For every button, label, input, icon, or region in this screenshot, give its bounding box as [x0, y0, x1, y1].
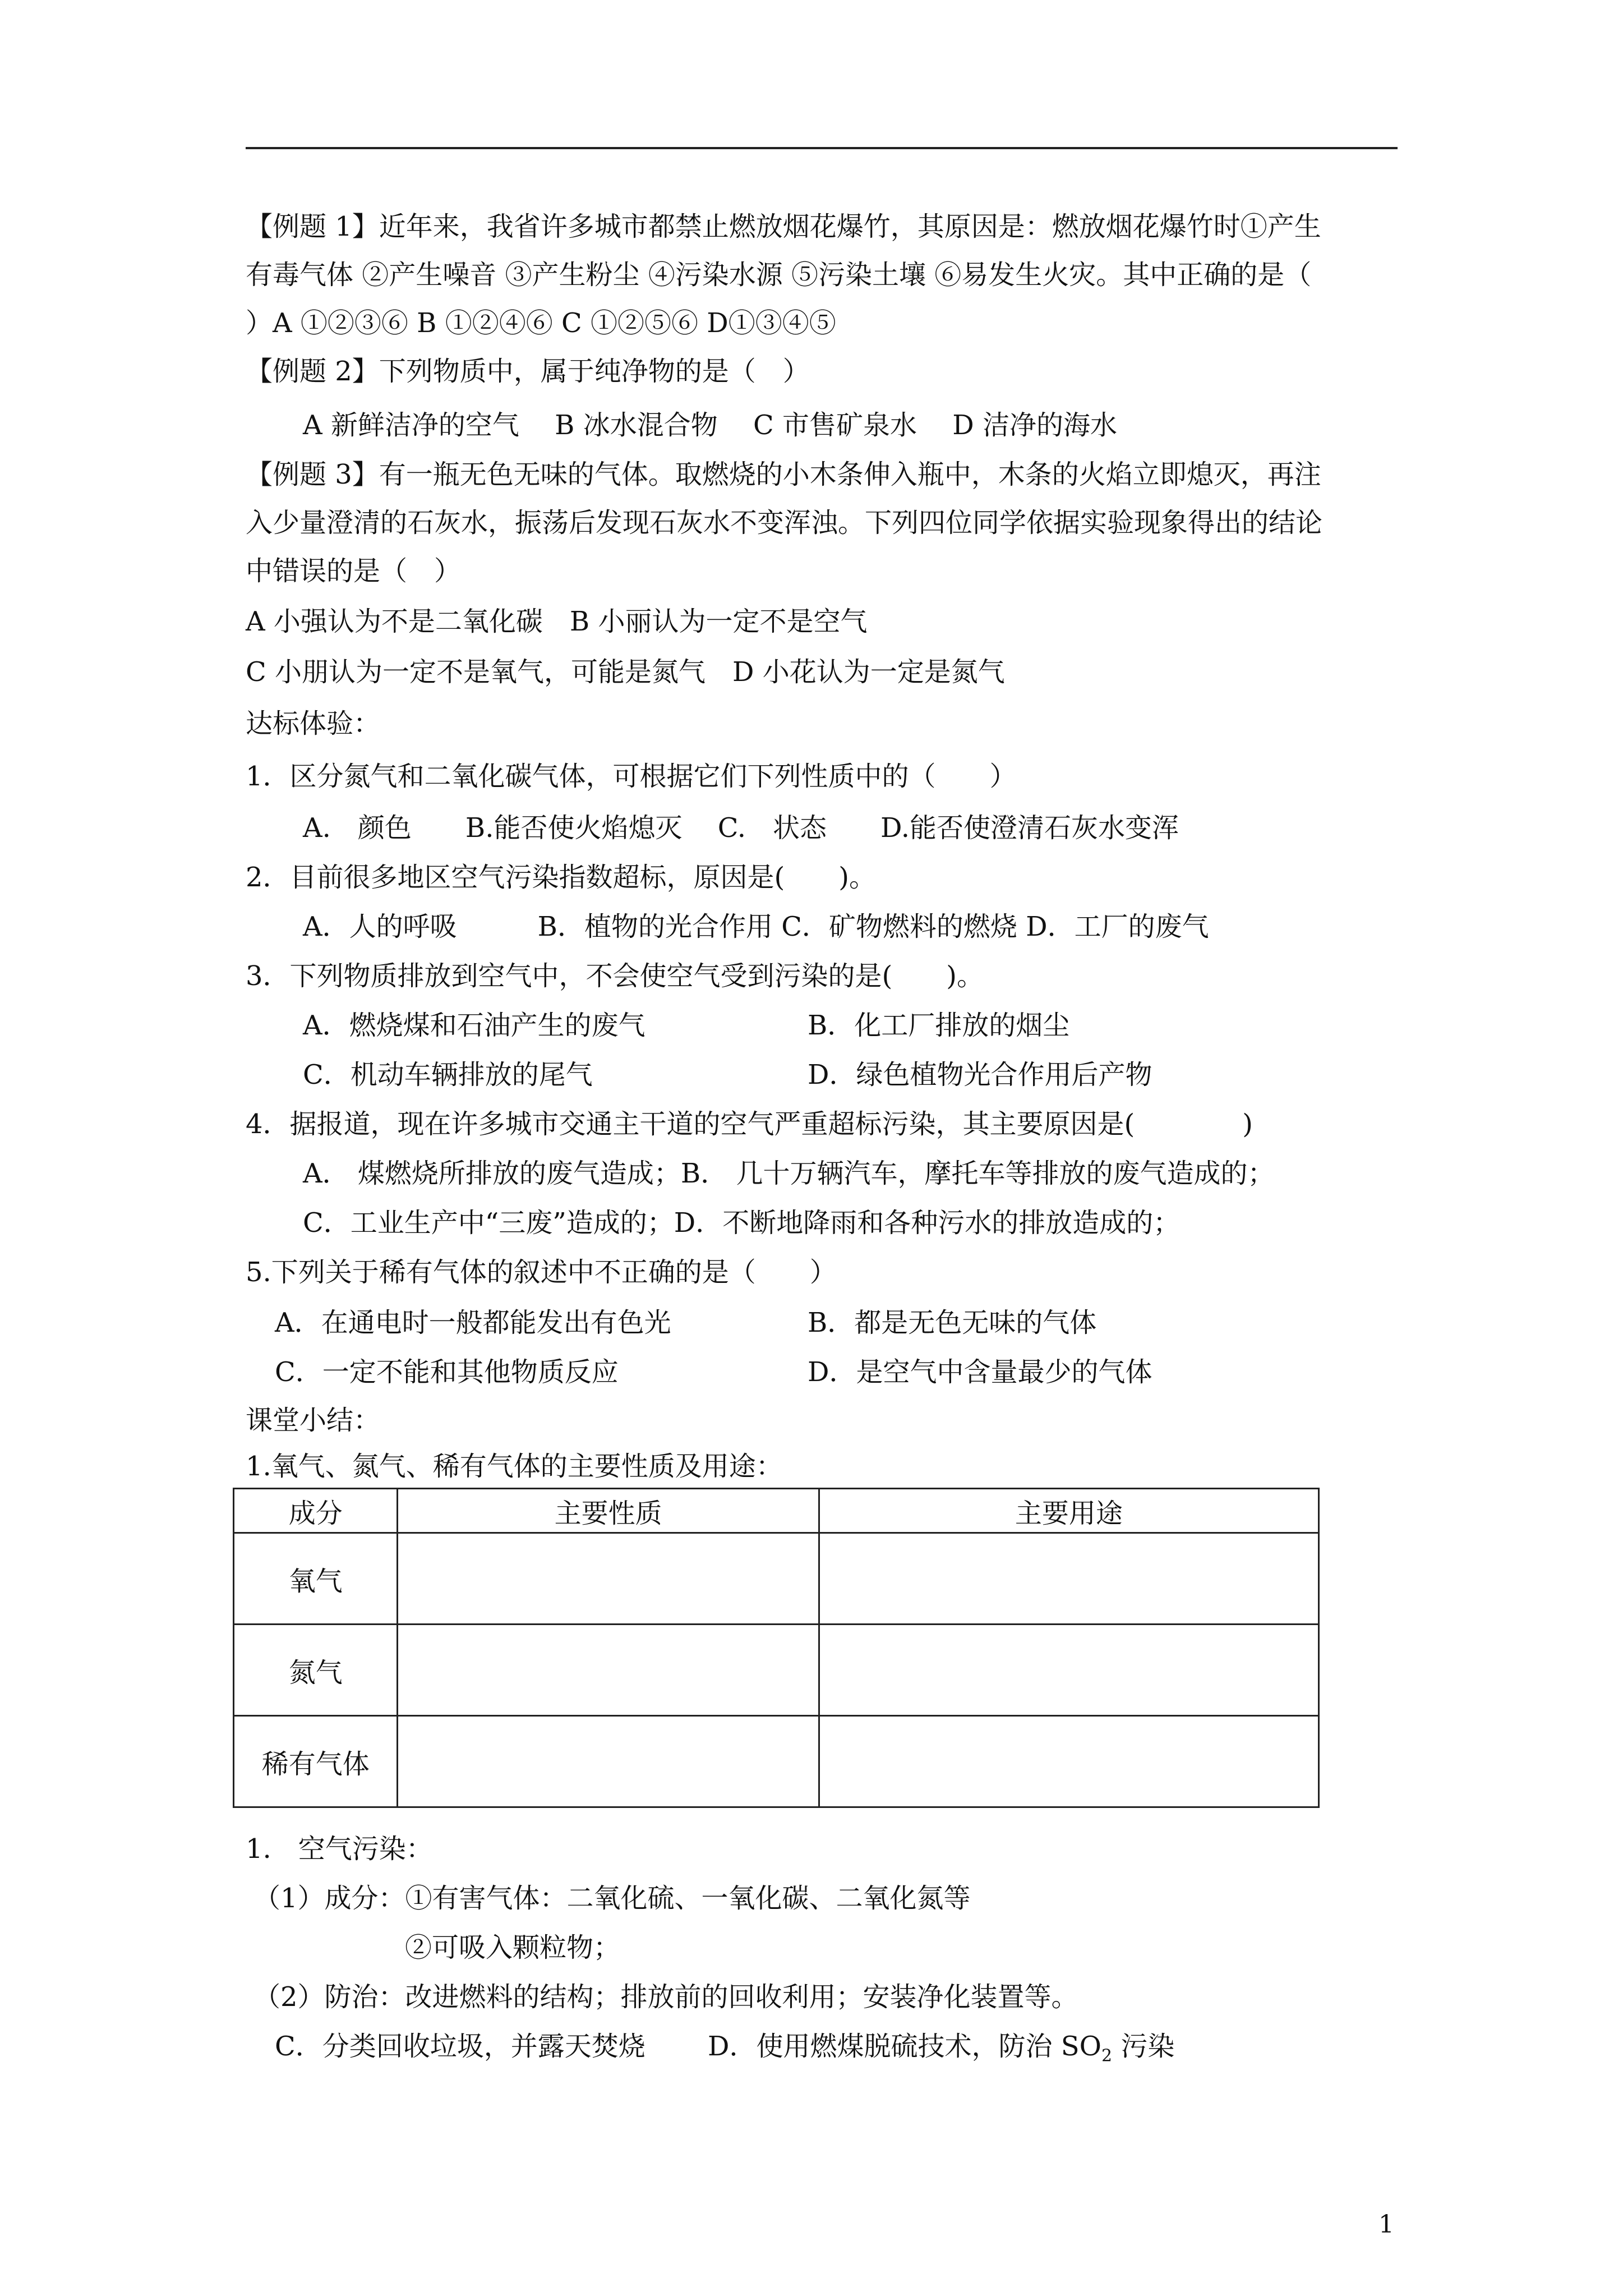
q5-option-a: A．在通电时一般都能发出有色光 — [275, 1307, 671, 1338]
q3-option-a: A．燃烧煤和石油产生的废气 — [303, 1010, 645, 1041]
q2-options: A．人的呼吸 B．植物的光合作用 C．矿物燃料的燃烧 D．工厂的废气 — [303, 911, 1209, 942]
summary-heading: 课堂小结： — [246, 1405, 381, 1436]
table-header-component: 成分 — [234, 1489, 398, 1533]
example3-options-cd: C 小朋认为一定不是氧气，可能是氮气 D 小花认为一定是氮气 — [246, 656, 1005, 688]
q1-stem: 1．区分氮气和二氧化碳气体，可根据它们下列性质中的（ ） — [246, 761, 1017, 792]
table-row — [234, 1716, 1319, 1807]
pollution-particles: ②可吸入颗粒物； — [405, 1932, 621, 1963]
example1-line2: 有毒气体 ②产生噪音 ③产生粉尘 ④污染水源 ⑤污染土壤 ⑥易发生火灾。其中正确的是（ — [246, 259, 1312, 291]
header-rule — [246, 147, 1398, 149]
pollution-prevention: （2）防治：改进燃料的结构；排放前的回收利用；安装净化装置等。 — [253, 1981, 1078, 2013]
pollution-components: （1）成分：①有害气体：二氧化硫、一氧化碳、二氧化氮等 — [253, 1883, 971, 1914]
example2-stem: 【例题 2】下列物质中，属于纯净物的是（ ） — [246, 356, 810, 387]
q3-option-b: B．化工厂排放的烟尘 — [808, 1010, 1070, 1041]
table-row — [234, 1625, 1319, 1716]
cell-noble-properties — [398, 1716, 819, 1807]
q5-stem: 5.下列关于稀有气体的叙述中不正确的是（ ） — [246, 1257, 837, 1288]
table-header-row — [234, 1489, 1319, 1533]
q2-stem: 2．目前很多地区空气污染指数超标，原因是( )。 — [246, 862, 876, 893]
example3-line2: 入少量澄清的石灰水，振荡后发现石灰水不变浑浊。下列四位同学依据实验现象得出的结论 — [246, 507, 1323, 539]
table-header-properties: 主要性质 — [398, 1489, 819, 1533]
cell-oxygen-uses — [819, 1533, 1318, 1625]
example1-line3: ）A ①②③⑥ B ①②④⑥ C ①②⑤⑥ D①③④⑤ — [246, 307, 836, 339]
option-d-text: D．使用燃煤脱硫技术，防治 SO — [708, 2031, 1101, 2062]
q5-option-c: C．一定不能和其他物质反应 — [275, 1356, 619, 1388]
row-label-nitrogen: 氮气 — [234, 1625, 398, 1716]
q3-option-d: D．绿色植物光合作用后产物 — [808, 1059, 1152, 1091]
cell-nitrogen-properties — [398, 1625, 819, 1716]
example2-options: A 新鲜洁净的空气 B 冰水混合物 C 市售矿泉水 D 洁净的海水 — [303, 409, 1117, 441]
q3-option-c: C．机动车辆排放的尾气 — [303, 1059, 593, 1091]
properties-table — [233, 1488, 1320, 1808]
example1-line1: 【例题 1】近年来，我省许多城市都禁止燃放烟花爆竹，其原因是：燃放烟花爆竹时①产生 — [246, 211, 1321, 242]
option-d-desulfurization — [708, 2028, 1174, 2074]
q1-options: A. 颜色 B.能否使火焰熄灭 C. 状态 D.能否使澄清石灰水变浑 — [303, 812, 1179, 844]
q4-options-ab: A． 煤燃烧所排放的废气造成；B． 几十万辆汽车，摩托车等排放的废气造成的； — [303, 1158, 1275, 1189]
cell-nitrogen-uses — [819, 1625, 1318, 1716]
cell-noble-uses — [819, 1716, 1318, 1807]
example3-line3: 中错误的是（ ） — [246, 555, 462, 587]
option-c-waste: C．分类回收垃圾，并露天焚烧 — [275, 2031, 645, 2062]
row-label-noble-gases: 稀有气体 — [234, 1716, 398, 1807]
so2-subscript: 2 — [1101, 2046, 1113, 2066]
table-header-uses: 主要用途 — [819, 1489, 1318, 1533]
option-d-suffix: 污染 — [1112, 2031, 1175, 2062]
cell-oxygen-properties — [398, 1533, 819, 1625]
practice-heading: 达标体验： — [246, 708, 381, 739]
page-number: 1 — [1378, 2210, 1394, 2239]
row-label-oxygen: 氧气 — [234, 1533, 398, 1625]
q4-stem: 4．据报道，现在许多城市交通主干道的空气严重超标污染，其主要原因是( ) — [246, 1108, 1253, 1140]
example3-line1: 【例题 3】有一瓶无色无味的气体。取燃烧的小木条伸入瓶中，木条的火焰立即熄灭，再注 — [246, 459, 1321, 490]
q4-options-cd: C．工业生产中“三废”造成的；D．不断地降雨和各种污水的排放造成的； — [303, 1207, 1181, 1239]
q5-option-d: D．是空气中含量最少的气体 — [808, 1356, 1152, 1388]
q3-stem: 3．下列物质排放到空气中，不会使空气受到污染的是( )。 — [246, 960, 984, 992]
table-row — [234, 1533, 1319, 1625]
summary-item1: 1.氧气、氮气、稀有气体的主要性质及用途： — [246, 1451, 783, 1482]
summary-item2: 1. 空气污染： — [246, 1833, 433, 1865]
q5-option-b: B．都是无色无味的气体 — [808, 1307, 1097, 1338]
example3-options-ab: A 小强认为不是二氧化碳 B 小丽认为一定不是空气 — [246, 606, 868, 637]
